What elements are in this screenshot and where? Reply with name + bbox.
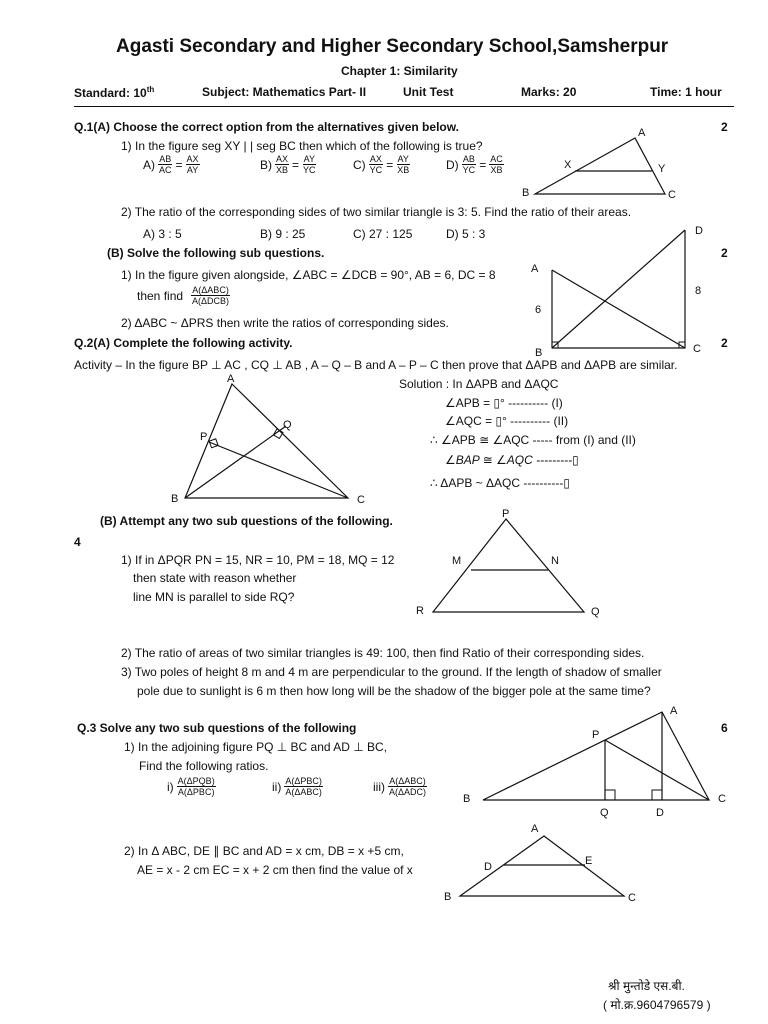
q1-heading: Q.1(A) Choose the correct option from the alternatives given below. [74,120,459,134]
label-e: E [585,855,593,867]
q2-step2: ∠AQC = ▯° ---------- (II) [445,414,569,428]
q2-solution: Solution : In ΔAPB and ΔAQC [399,377,559,391]
triangle-abc [535,138,665,194]
label-b: B [463,793,471,805]
fraction [191,285,230,306]
den: A(ΔADC) [389,787,427,797]
label-c: C [693,343,701,355]
den: AY [186,165,199,175]
q1-opt2-d: D) 5 : 3 [446,227,486,241]
fraction [388,776,427,797]
seg-ac [552,270,685,348]
q2b-item2: 2) The ratio of areas of two similar triangles is 49: 100, then find Ratio of their corresponding sides. [121,646,645,660]
option-label: B) [260,157,272,172]
fraction [489,154,504,175]
q1b-heading: (B) Solve the following sub questions. [107,246,325,260]
standard-sup: th [146,85,155,94]
figure-altitudes [165,372,375,512]
q2b-heading: (B) Attempt any two sub questions of the following. [100,514,393,528]
header-divider [74,106,734,107]
right-angle-d [652,790,662,800]
q3-item2-line2: AE = x - 2 cm EC = x + 2 cm then find the value of x [137,863,413,877]
den: A(ΔPBC) [177,787,215,797]
num: AB [159,154,172,164]
label-c: C [668,189,676,201]
label-a: A [531,823,539,835]
den: YC [462,165,476,175]
den: AC [159,165,172,175]
q2-step4: ∠BAP ≅ ∠AQC ---------▯ [445,453,579,467]
label-c: C [718,793,726,805]
q2b-item1-line3: line MN is parallel to side RQ? [133,590,295,604]
num: AY [303,154,315,164]
q1b-item2: 2) ΔABC ~ ΔPRS then write the ratios of corresponding sides. [121,316,449,330]
then-find-text: then find [137,288,184,303]
option-label: C) [353,157,366,172]
q2-marks: 2 [721,336,728,350]
q2b-item3-line1: 3) Two poles of height 8 m and 4 m are perpendicular to the ground. If the length of shadow of smaller [121,665,662,679]
figure-triangle-mn [408,505,608,623]
q1-item2: 2) The ratio of the corresponding sides of two similar triangle is 3: 5. Find the ratio of their areas. [121,205,632,219]
fraction [186,154,200,175]
q1-option-a: A) $\frac{AB}{AC}$ = $\frac{AX}{AY}$ [143,154,199,175]
standard-text: Standard: 10 [74,86,147,100]
label-b: B [535,347,543,359]
num: A(ΔABC) [192,285,229,295]
den: A(ΔABC) [285,787,322,797]
q3-item2-line1: 2) In Δ ABC, DE ∥ BC and AD = x cm, DB = x +5 cm, [124,844,404,858]
label-c: C [357,494,365,506]
label-q: Q [591,606,600,618]
q3-ratio-3 [373,776,428,797]
num: AY [397,154,409,164]
school-title: Agasti Secondary and Higher Secondary School,Samsherpur [116,36,669,57]
label-dc-length: 8 [695,285,702,297]
q3-item1: 1) In the adjoining figure PQ ⊥ BC and AD ⊥ BC, [124,740,388,754]
fraction [302,154,317,175]
den: XB [490,165,503,175]
label-d: D [695,225,703,237]
num: A(ΔPBC) [285,776,322,786]
q2b-item1-line1: 1) If in ΔPQR PN = 15, NR = 10, PM = 18, MQ = 12 [121,553,395,567]
ratio-label: iii) [373,779,385,794]
fraction [284,776,323,797]
q1b-item1: 1) In the figure given alongside, ∠ABC = ∠DCB = 90°, AB = 6, DC = 8 [121,268,496,282]
q3-marks: 6 [721,721,728,735]
label-y: Y [658,163,666,175]
option-label: A) [143,157,155,172]
den: XB [397,165,410,175]
triangle-abc [483,712,709,800]
test-type: Unit Test [403,85,454,99]
fraction [158,154,173,175]
q2b-item1-line2: then state with reason whether [133,571,297,585]
q2-step1: ∠APB = ▯° ---------- (I) [445,396,563,410]
label-b: B [522,187,530,199]
q1b-marks: 2 [721,246,728,260]
den: XB [276,165,289,175]
label-ab-length: 6 [535,304,542,316]
q1b-then-find [137,285,231,306]
num: A(ΔABC) [389,776,426,786]
label-q: Q [283,419,292,431]
q1-opt2-c: C) 27 : 125 [353,227,413,241]
seg-cp [209,442,348,498]
standard [74,85,154,100]
num: AX [276,154,289,164]
fraction [396,154,410,175]
label-q: Q [600,807,609,819]
num: AB [462,154,475,164]
author-name: श्री मुन्तोडे एस.बी. [608,979,685,993]
den: YC [369,165,383,175]
figure-two-perpendiculars [525,220,715,360]
fraction [275,154,289,175]
den: A(ΔDCB) [192,296,230,306]
time: Time: 1 hour [650,85,722,99]
label-a: A [638,127,646,139]
label-b: B [444,891,452,903]
subject: Subject: Mathematics Part- II [202,85,367,99]
q1-marks: 2 [721,120,728,134]
num: A(ΔPQB) [177,776,215,786]
q2-step5: ∴ ΔAPB ~ ΔAQC ----------▯ [430,476,570,490]
option-label: D) [446,157,459,172]
label-a: A [531,263,539,275]
q2-activity: Activity – In the figure BP ⊥ AC , CQ ⊥ AB , A – Q – B and A – P – C then prove that ΔAPB and ΔAPB are similar. [74,358,678,372]
fraction [177,776,216,797]
seg-bd [552,230,685,348]
chapter-title: Chapter 1: Similarity [341,64,458,78]
author-phone: ( मो.क्र.9604796579 ) [603,998,711,1012]
label-a: A [670,705,678,717]
q2-step3: ∴ ∠APB ≅ ∠AQC ----- from (I) and (II) [430,433,636,447]
num: AX [369,154,382,164]
q1-opt2-b: B) 9 : 25 [260,227,306,241]
ratio-label: ii) [272,779,282,794]
label-d: D [484,861,492,873]
q1-item1: 1) In the figure seg XY | | seg BC then which of the following is true? [121,139,483,153]
right-angle-q [605,790,615,800]
q1-option-d: D) $\frac{AB}{YC}$ = $\frac{AC}{XB}$ [446,154,503,175]
label-p: P [592,729,600,741]
label-b: B [171,493,179,505]
label-p: P [502,508,510,520]
figure-two-heights [455,700,745,825]
num: AC [490,154,503,164]
q3-item1-sub: Find the following ratios. [139,759,269,773]
q3-ratio-2 [272,776,324,797]
q3-ratio-1 [167,776,217,797]
num: AX [186,154,199,164]
q2b-marks: 4 [74,535,81,549]
label-r: R [416,605,424,617]
ratio-label: i) [167,779,174,794]
q1-opt2-a: A) 3 : 5 [143,227,182,241]
figure-triangle-xy [510,122,690,204]
q3-heading: Q.3 Solve any two sub questions of the following [77,721,357,735]
label-d: D [656,807,664,819]
fraction [369,154,384,175]
den: YC [303,165,316,175]
label-x: X [564,159,572,171]
label-m: M [452,555,462,567]
q2-heading: Q.2(A) Complete the following activity. [74,336,293,350]
label-n: N [551,555,559,567]
q2b-item3-line2: pole due to sunlight is 6 m then how long will be the shadow of the bigger pole at the same time? [137,684,651,698]
q1-option-c: C) $\frac{AX}{YC}$ = $\frac{AY}{XB}$ [353,154,410,175]
label-p: P [200,431,208,443]
label-a: A [227,373,235,385]
label-c: C [628,892,636,904]
q1-option-b: B) $\frac{AX}{XB}$ = $\frac{AY}{YC}$ [260,154,316,175]
figure-triangle-de [440,818,650,904]
marks: Marks: 20 [521,85,577,99]
fraction [462,154,477,175]
